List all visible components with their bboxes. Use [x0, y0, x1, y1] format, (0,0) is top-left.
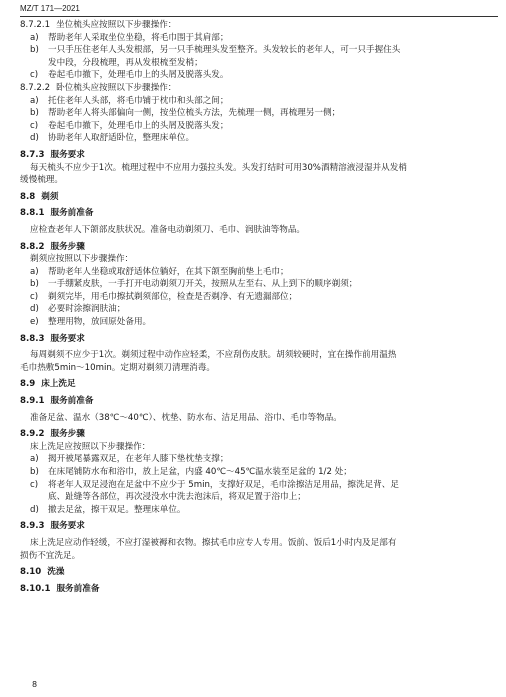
clause-intro: 卧位梳头应按照以下步骤操作：	[56, 82, 177, 93]
clause-8-7-3	[20, 149, 500, 162]
header-rule	[20, 16, 498, 17]
paragraph-line: 损伤不宜洗足。	[20, 550, 81, 561]
paragraph-line: 应检查老年人下颌部皮肤状况。准备电动剃须刀、毛巾、润肤油等物品。	[30, 224, 306, 235]
clause-8-8-1	[20, 207, 500, 220]
page-number: 8	[32, 680, 38, 689]
section-number: 8.9	[20, 379, 36, 390]
clause-8-9-1	[20, 395, 500, 408]
clause-title: 服务步骤	[50, 241, 85, 252]
clause-title: 服务步骤	[50, 429, 85, 440]
list-item: b) 帮助老年人将头部偏向一侧，按坐位梳头方法，先梳理一侧，再梳理另一侧；	[30, 108, 341, 119]
list-item: c) 剃须完毕，用毛巾擦拭剃须部位，检查是否剃净、有无遗漏部位；	[30, 291, 298, 302]
list-item-continuation: 发中段，分段梳理，再从发根梳至发梢；	[48, 57, 203, 68]
clause-number: 8.10.1	[20, 583, 51, 594]
section-8-9	[20, 378, 500, 391]
clause-number: 8.8.2	[20, 241, 45, 252]
list-item: b) 在床尾铺防水布和浴巾，放上足盆，内盛 40℃～45℃温水装至足盆的 1/2 处；	[30, 467, 352, 477]
clause-title: 服务要求	[50, 333, 85, 344]
list-item: c) 卷起毛巾撤下，处理毛巾上的头屑及脱落头发；	[30, 120, 229, 131]
clause-title: 服务要求	[50, 521, 85, 532]
clause-number: 8.9.2	[20, 429, 45, 440]
clause-number: 8.7.2.2	[20, 82, 51, 93]
paragraph-line: 准备足盆、温水（38℃～40℃）、枕垫、防水布、洁足用品、浴巾、毛巾等物品。	[30, 412, 342, 423]
document-body	[20, 19, 500, 595]
paragraph-line: 毛巾热敷5min～10min。定期对剃须刀清理消毒。	[20, 362, 215, 373]
clause-number: 8.8.3	[20, 333, 45, 344]
clause-title: 服务前准备	[50, 396, 94, 407]
clause-title: 服务前准备	[50, 208, 94, 219]
list-item: b) 一手绷紧皮肤，一手打开电动剃须刀开关，按照从左至右、从上到下的顺序剃须；	[30, 279, 358, 290]
clause-title: 服务前准备	[56, 583, 100, 594]
clause-number: 8.7.2.1	[20, 20, 51, 30]
list-item: d) 协助老年人取舒适卧位，整理床单位。	[30, 133, 195, 144]
list-item: a) 帮助老年人坐稳或取舒适体位躺好，在其下颌至胸前垫上毛巾；	[30, 266, 289, 277]
list-item: e) 整理用物，放回原处备用。	[30, 317, 152, 328]
paragraph-line: 每周剃须不应少于1次。剃须过程中动作应轻柔，不应刮伤皮肤。胡须较硬时，宜在操作前用温热	[30, 350, 397, 361]
section-number: 8.10	[20, 567, 42, 578]
section-title: 洗澡	[47, 567, 65, 578]
paragraph-line: 缓慢梳理。	[20, 175, 63, 186]
list-item: c) 将老年人双足浸泡在足盆中不应少于 5min，支撑好双足，毛巾涂擦洁足用品，擦洗足背、足	[30, 479, 399, 490]
paragraph-line: 床上洗足应按照以下步骤操作：	[30, 441, 151, 452]
paragraph-line: 床上洗足应动作轻缓，不应打湿被褥和衣物。擦拭毛巾应专人专用。饭前、饭后1小时内及足部有	[30, 537, 397, 548]
clause-8-10-1	[20, 583, 500, 596]
list-item: d) 必要时涂擦润肤油；	[30, 304, 126, 315]
clause-title: 服务要求	[50, 149, 85, 160]
list-item: a) 揭开被尾暴露双足，在老年人膝下垫枕垫支撑；	[30, 454, 229, 465]
list-item: a) 帮助老年人采取坐位坐稳，将毛巾围于其肩部；	[30, 32, 229, 43]
clause-8-7-2-1	[20, 19, 500, 32]
clause-8-8-2	[20, 241, 500, 254]
list-item: c) 卷起毛巾撤下，处理毛巾上的头屑及脱落头发。	[30, 70, 229, 81]
clause-intro: 坐位梳头应按照以下步骤操作：	[56, 20, 177, 30]
paragraph-line: 剃须应按照以下步骤操作：	[30, 254, 134, 265]
paragraph-line: 每天梳头不应少于1次。梳理过程中不应用力强拉头发。头发打结时可用30%酒精溶液浸湿并从发梢	[30, 162, 407, 173]
clause-8-8-3	[20, 333, 500, 346]
section-8-10	[20, 566, 500, 579]
clause-number: 8.9.3	[20, 521, 45, 532]
list-item: a) 托住老年人头部，将毛巾铺于枕巾和头部之间；	[30, 95, 229, 106]
list-item-continuation: 底、趾缝等各部位，再次浸没水中洗去泡沫后，将双足置于浴巾上；	[48, 492, 306, 503]
list-item: d) 撤去足盆，擦干双足。整理床单位。	[30, 504, 186, 515]
section-title: 床上洗足	[41, 379, 76, 390]
list-item: b) 一只手压住老年人头发根部，另一只手梳理头发至整齐。头发较长的老年人，可一只手握住头	[30, 45, 401, 56]
clause-number: 8.9.1	[20, 396, 45, 407]
clause-number: 8.8.1	[20, 208, 45, 219]
clause-8-7-2-2	[20, 82, 500, 95]
section-title: 剃须	[41, 191, 59, 202]
document-code: MZ/T 171—2021	[20, 4, 80, 13]
section-number: 8.8	[20, 191, 36, 202]
clause-8-9-2	[20, 428, 500, 441]
clause-number: 8.7.3	[20, 149, 45, 160]
clause-8-9-3	[20, 520, 500, 533]
section-8-8	[20, 191, 500, 204]
